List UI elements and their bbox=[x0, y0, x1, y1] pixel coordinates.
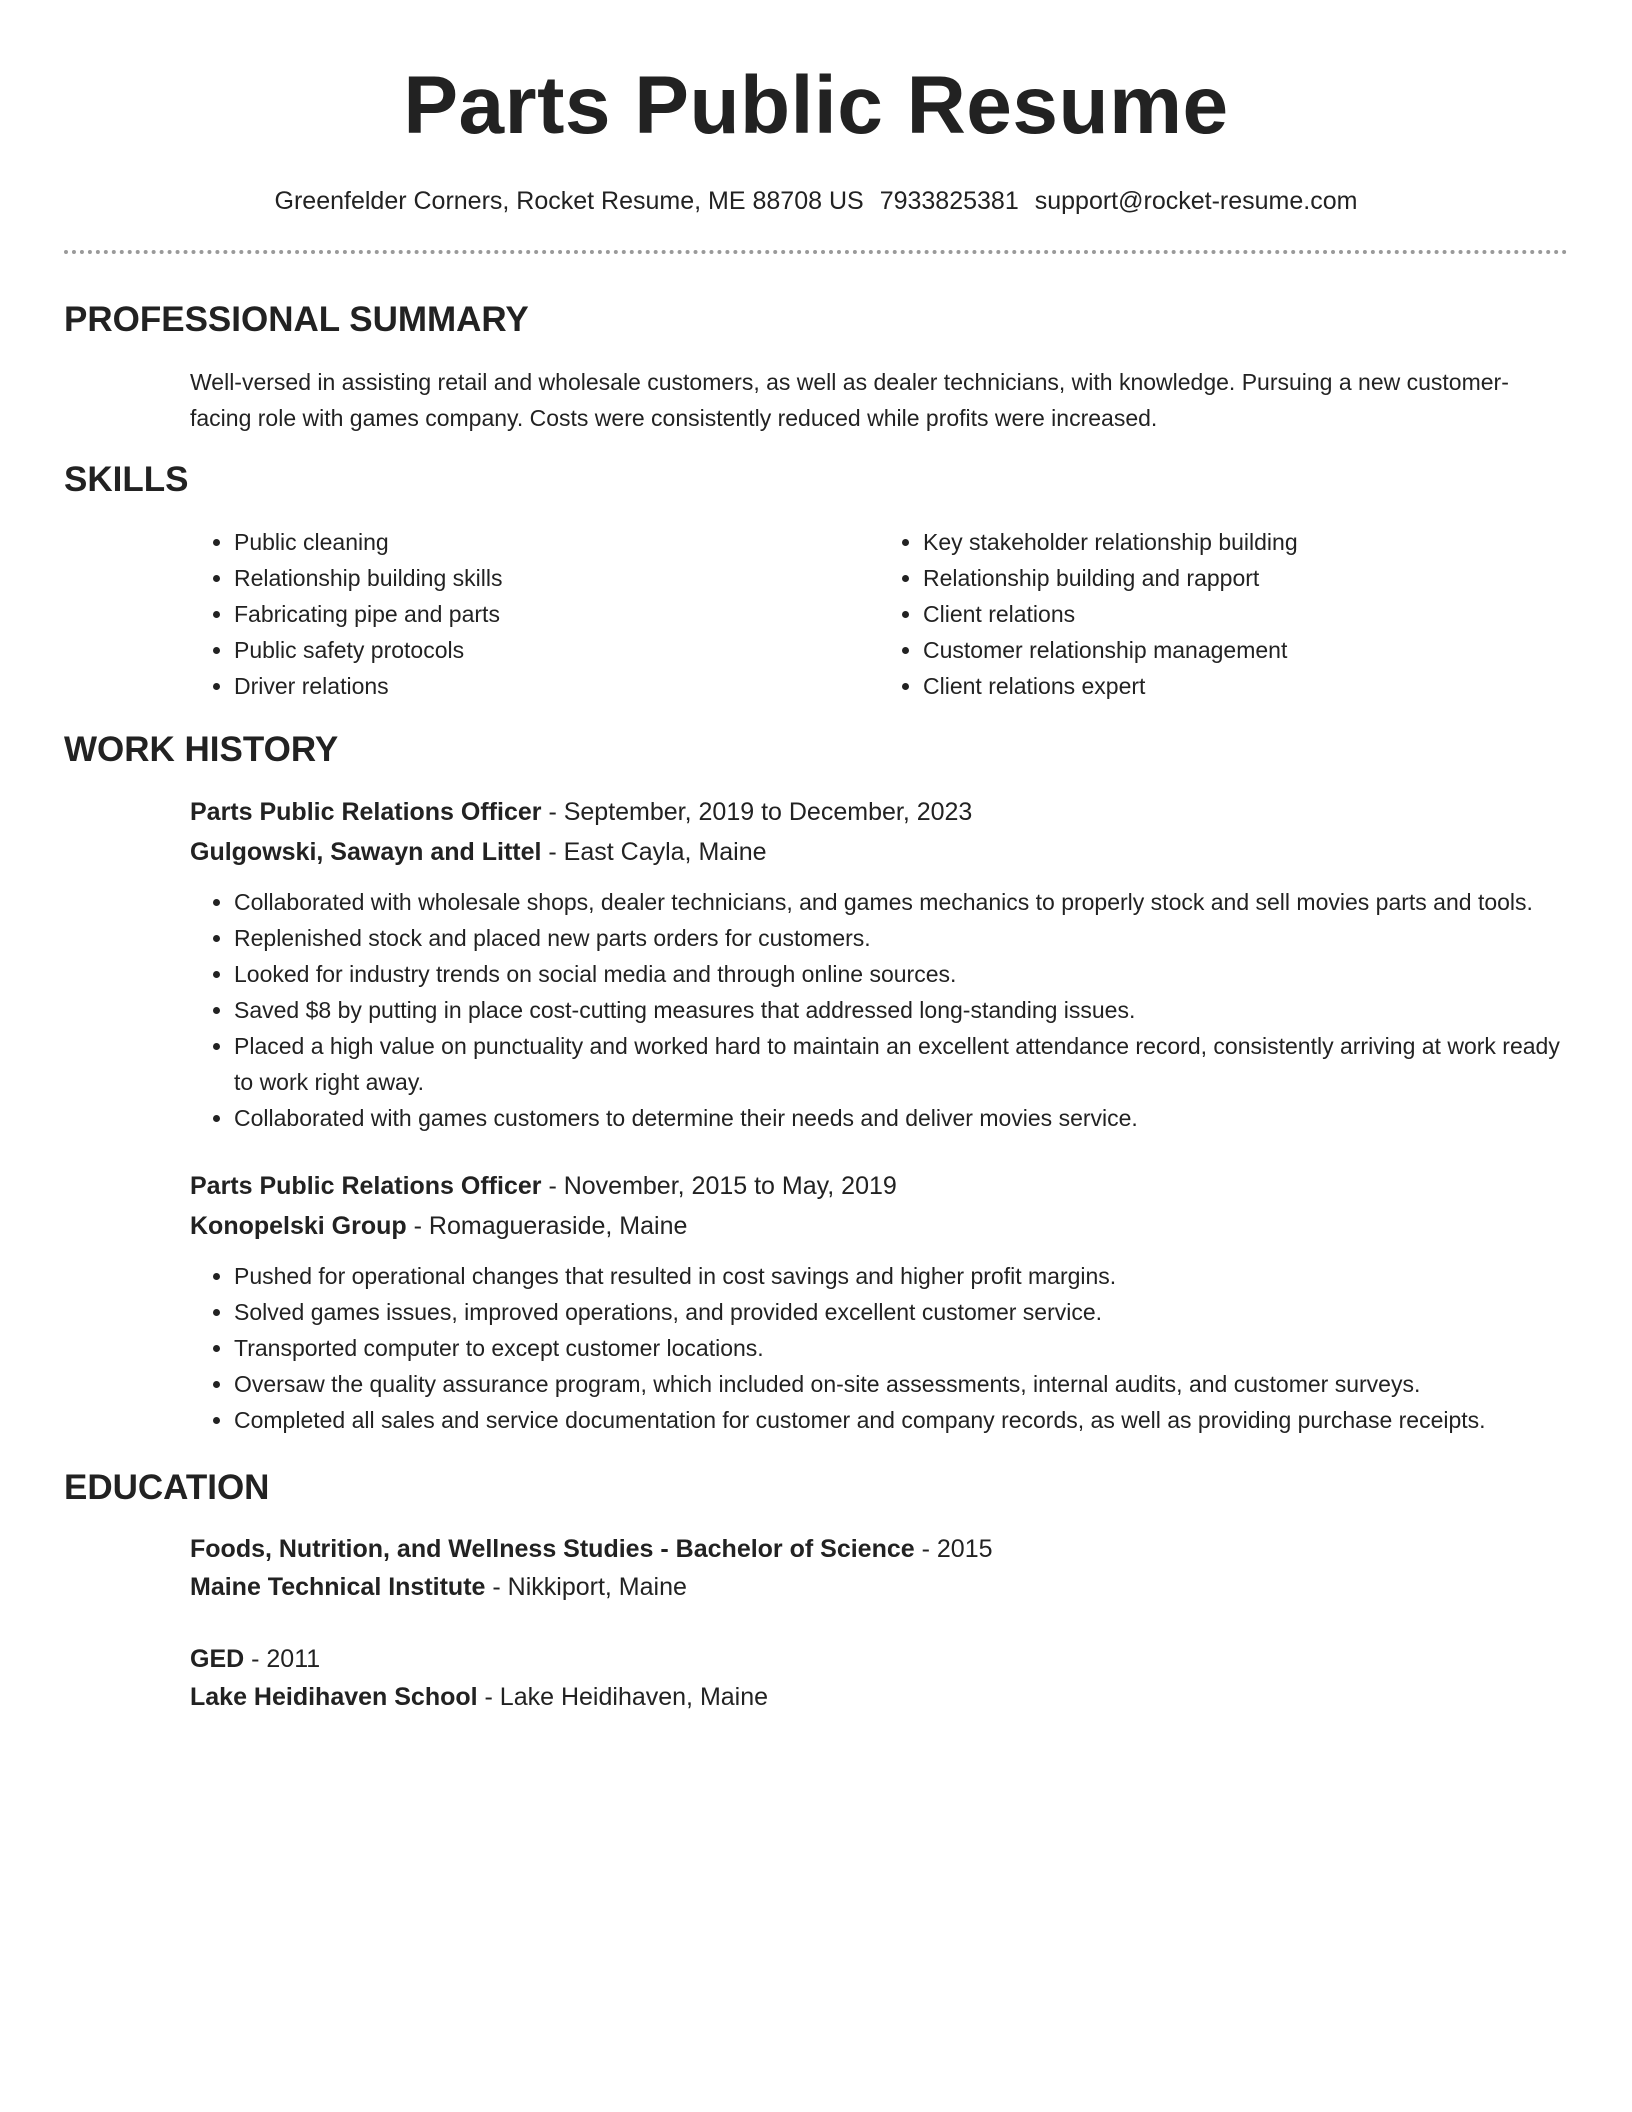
job-bullet: • Collaborated with wholesale shops, dealer technicians, and games mechanics to properly stock and sell movies parts and tools. bbox=[234, 884, 1568, 920]
skill-item: • Fabricating pipe and parts bbox=[234, 596, 879, 632]
summary-section bbox=[64, 298, 1568, 436]
skill-item: • Key stakeholder relationship building bbox=[923, 524, 1568, 560]
summary-title: PROFESSIONAL SUMMARY bbox=[64, 300, 529, 339]
education-degree-line bbox=[190, 1640, 1568, 1678]
skills-columns bbox=[190, 524, 1568, 704]
job-role: Parts Public Relations Officer bbox=[190, 1172, 542, 1200]
job-title-line bbox=[190, 792, 1568, 832]
education-school: Lake Heidihaven School bbox=[190, 1683, 478, 1711]
skill-item: • Public safety protocols bbox=[234, 632, 879, 668]
job-company-line bbox=[190, 1206, 1568, 1246]
job-bullet: • Saved $8 by putting in place cost-cutting measures that addressed long-standing issues. bbox=[234, 992, 1568, 1028]
education-location: - Nikkiport, Maine bbox=[485, 1573, 687, 1601]
skills-section bbox=[64, 458, 1568, 704]
skill-item: • Public cleaning bbox=[234, 524, 879, 560]
job-bullet: • Placed a high value on punctuality and worked hard to maintain an excellent attendance record, consistently arriving at work ready to work right away. bbox=[234, 1028, 1568, 1100]
work-title: WORK HISTORY bbox=[64, 730, 339, 769]
job-dates: - November, 2015 to May, 2019 bbox=[541, 1172, 897, 1200]
contact-email: support@rocket-resume.com bbox=[1034, 187, 1358, 215]
job-bullets bbox=[190, 1258, 1568, 1438]
job-location: - Romagueraside, Maine bbox=[406, 1212, 688, 1240]
job-location: - East Cayla, Maine bbox=[541, 838, 767, 866]
contact-phone: 7933825381 bbox=[879, 187, 1019, 215]
job-bullet: • Completed all sales and service documentation for customer and company records, as well as providing purchase receipts. bbox=[234, 1402, 1568, 1438]
education-degree-line bbox=[190, 1530, 1568, 1568]
skill-item: • Customer relationship management bbox=[923, 632, 1568, 668]
education-school-line bbox=[190, 1568, 1568, 1606]
resume-name: Parts Public Resume bbox=[403, 60, 1229, 151]
resume-page bbox=[64, 0, 1568, 1716]
education-title: EDUCATION bbox=[64, 1468, 270, 1507]
job-role: Parts Public Relations Officer bbox=[190, 798, 542, 826]
skills-title: SKILLS bbox=[64, 460, 189, 499]
education-degree: GED bbox=[190, 1645, 245, 1673]
education-entry bbox=[190, 1530, 1568, 1606]
summary-text: Well-versed in assisting retail and wholesale customers, as well as dealer technicians, with knowledge. Pursuing a new customer-facing role with games company. Costs were consistently reduced while profits were increased. bbox=[190, 369, 1509, 431]
education-school: Maine Technical Institute bbox=[190, 1573, 486, 1601]
job-dates: - September, 2019 to December, 2023 bbox=[541, 798, 973, 826]
job-bullet: • Replenished stock and placed new parts orders for customers. bbox=[234, 920, 1568, 956]
education-school-line bbox=[190, 1678, 1568, 1716]
skill-item: • Client relations expert bbox=[923, 668, 1568, 704]
education-year: - 2011 bbox=[244, 1645, 321, 1673]
job-bullet: • Collaborated with games customers to determine their needs and deliver movies service. bbox=[234, 1100, 1568, 1136]
job-bullet: • Looked for industry trends on social media and through online sources. bbox=[234, 956, 1568, 992]
header-divider bbox=[64, 250, 1568, 254]
skill-item: • Driver relations bbox=[234, 668, 879, 704]
education-entry bbox=[190, 1640, 1568, 1716]
job-title-line bbox=[190, 1166, 1568, 1206]
job-bullet: • Solved games issues, improved operations, and provided excellent customer service. bbox=[234, 1294, 1568, 1330]
job-bullet: • Oversaw the quality assurance program, which included on-site assessments, internal audits, and customer surveys. bbox=[234, 1366, 1568, 1402]
job-company: Konopelski Group bbox=[190, 1212, 407, 1240]
job-company-line bbox=[190, 832, 1568, 872]
skill-item: • Client relations bbox=[923, 596, 1568, 632]
job-company: Gulgowski, Sawayn and Littel bbox=[190, 838, 542, 866]
job-bullet: • Transported computer to except customer locations. bbox=[234, 1330, 1568, 1366]
education-degree: Foods, Nutrition, and Wellness Studies - Bachelor of Science bbox=[190, 1535, 915, 1563]
education-section bbox=[64, 1466, 1568, 1716]
skill-item: • Relationship building skills bbox=[234, 560, 879, 596]
skills-left-list bbox=[190, 524, 879, 704]
contact-address: Greenfelder Corners, Rocket Resume, ME 88708 US bbox=[274, 187, 864, 215]
work-section bbox=[64, 728, 1568, 1438]
education-location: - Lake Heidihaven, Maine bbox=[477, 1683, 769, 1711]
job-entry bbox=[190, 1166, 1568, 1438]
education-year: - 2015 bbox=[914, 1535, 993, 1563]
job-bullets bbox=[190, 884, 1568, 1136]
skills-right-list bbox=[879, 524, 1568, 704]
job-bullet: • Pushed for operational changes that resulted in cost savings and higher profit margins. bbox=[234, 1258, 1568, 1294]
skill-item: • Relationship building and rapport bbox=[923, 560, 1568, 596]
job-entry bbox=[190, 792, 1568, 1136]
contact-line bbox=[64, 184, 1568, 218]
